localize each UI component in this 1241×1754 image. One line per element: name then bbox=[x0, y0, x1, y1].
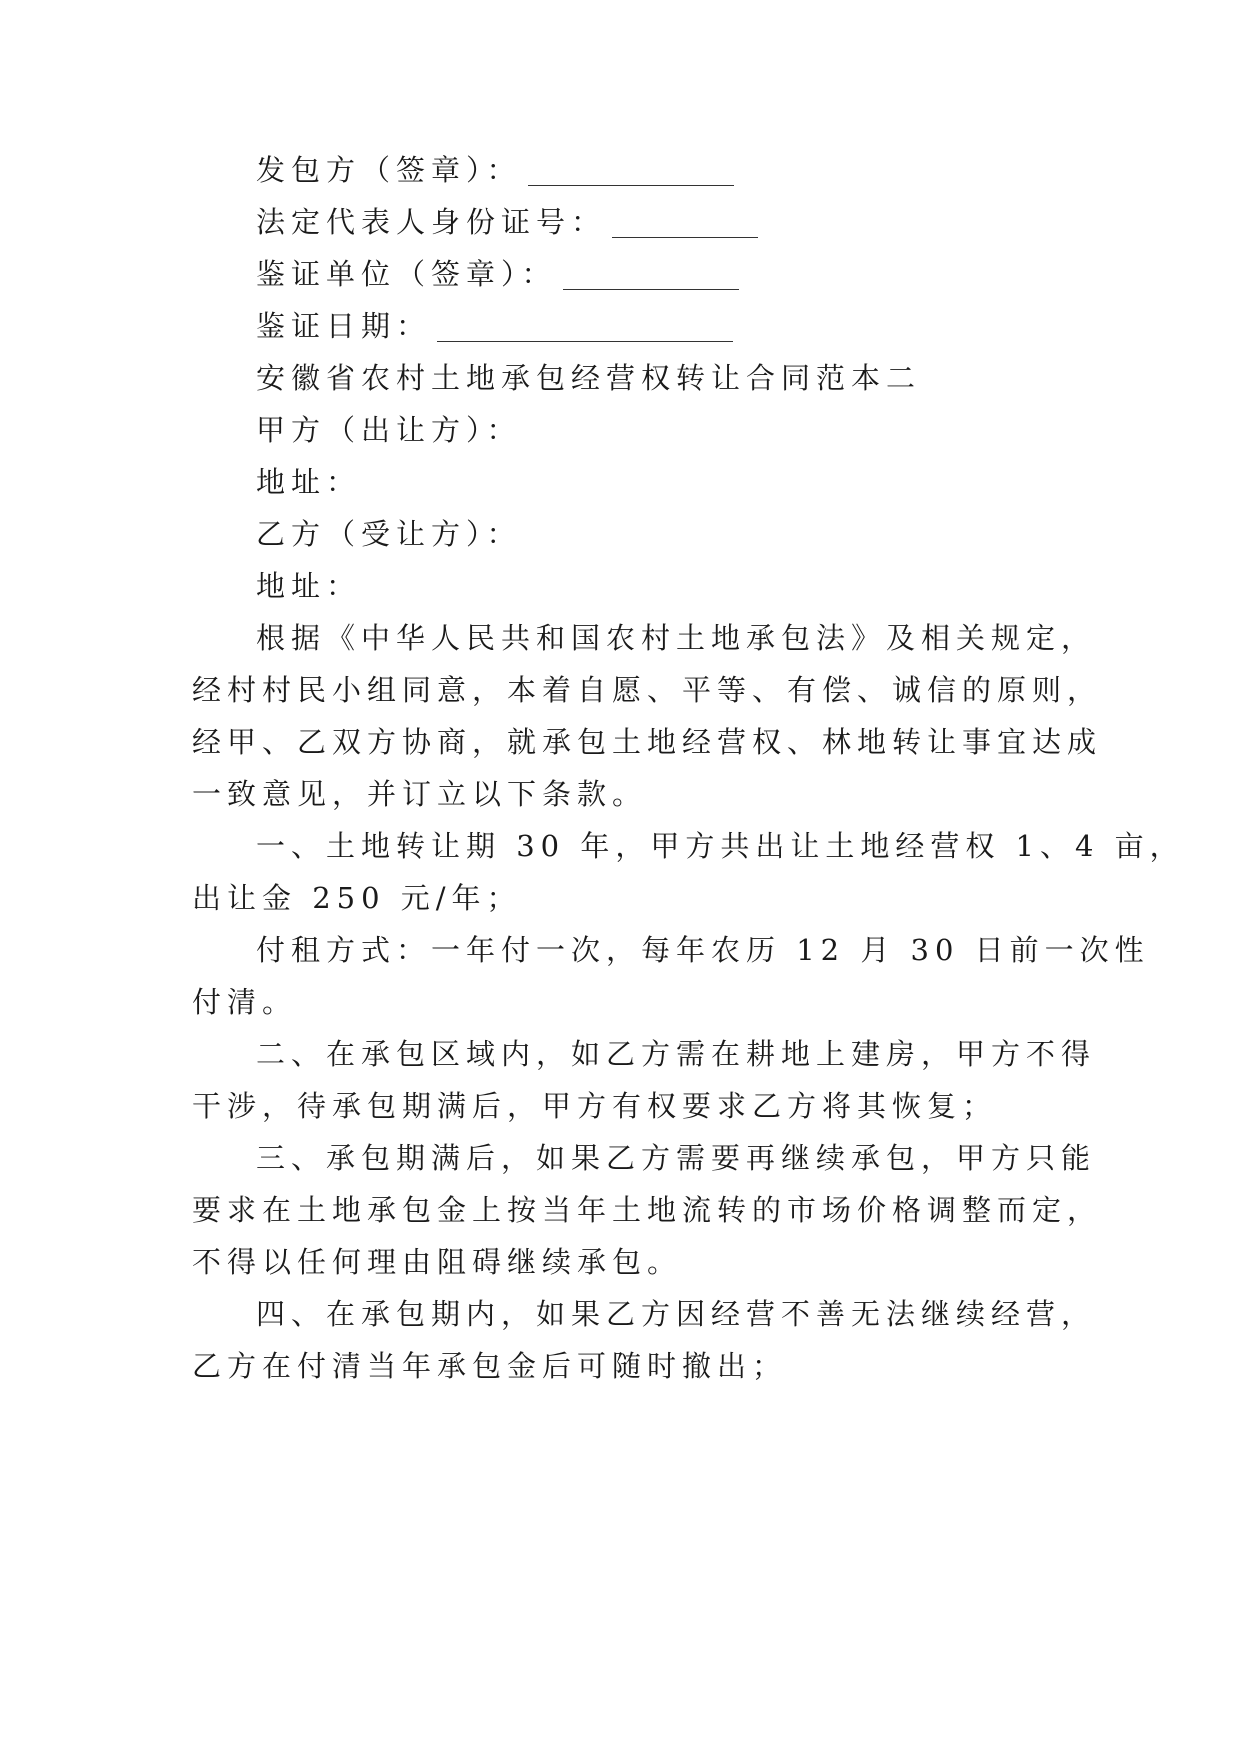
legal-rep-id-line bbox=[256, 202, 1136, 242]
intro-line: 经甲、乙双方协商，就承包土地经营权、林地转让事宜达成 bbox=[192, 725, 1103, 759]
party-b-label: 乙方（受让方）： bbox=[256, 517, 522, 551]
issuer-signature-label: 发包方（签章）： bbox=[256, 153, 522, 187]
party-a-address-label: 地址： bbox=[256, 465, 362, 499]
notary-unit-line bbox=[256, 254, 1136, 294]
party-a-label: 甲方（出让方）： bbox=[256, 413, 522, 447]
party-b-address-label: 地址： bbox=[256, 569, 362, 603]
issuer-signature-blank bbox=[528, 159, 734, 186]
legal-rep-id-blank bbox=[612, 211, 758, 238]
intro-line: 一致意见，并订立以下条款。 bbox=[192, 777, 648, 811]
legal-rep-id-label: 法定代表人身份证号： bbox=[256, 205, 607, 239]
clause-4-line: 乙方在付清当年承包金后可随时撤出； bbox=[192, 1349, 788, 1383]
clause-3-line: 不得以任何理由阻碍继续承包。 bbox=[192, 1245, 683, 1279]
intro-line: 根据《中华人民共和国农村土地承包法》及相关规定， bbox=[256, 621, 1097, 655]
clause-2-line: 干涉，待承包期满后，甲方有权要求乙方将其恢复； bbox=[192, 1089, 998, 1123]
issuer-signature-line bbox=[256, 150, 1136, 190]
payment-line: 付租方式：一年付一次，每年农历 12 月 30 日前一次性 bbox=[256, 933, 1150, 967]
clause-2-line: 二、在承包区域内，如乙方需在耕地上建房，甲方不得 bbox=[256, 1037, 1097, 1071]
clause-4-line: 四、在承包期内，如果乙方因经营不善无法继续经营， bbox=[256, 1297, 1097, 1331]
intro-line: 经村村民小组同意，本着自愿、平等、有偿、诚信的原则， bbox=[192, 673, 1103, 707]
contract-title: 安徽省农村土地承包经营权转让合同范本二 bbox=[256, 361, 922, 395]
clause-1-line: 一、土地转让期 30 年，甲方共出让土地经营权 1、4 亩， bbox=[256, 829, 1185, 863]
payment-line: 付清。 bbox=[192, 985, 298, 1019]
clause-1-line: 出让金 250 元/年； bbox=[192, 881, 522, 915]
notary-unit-blank bbox=[563, 263, 739, 290]
notary-unit-label: 鉴证单位（签章）： bbox=[256, 257, 557, 291]
notary-date-label: 鉴证日期： bbox=[256, 309, 432, 343]
clause-3-line: 三、承包期满后，如果乙方需要再继续承包，甲方只能 bbox=[256, 1141, 1097, 1175]
notary-date-blank bbox=[437, 315, 733, 342]
clause-3-line: 要求在土地承包金上按当年土地流转的市场价格调整而定， bbox=[192, 1193, 1103, 1227]
notary-date-line bbox=[256, 306, 1136, 346]
